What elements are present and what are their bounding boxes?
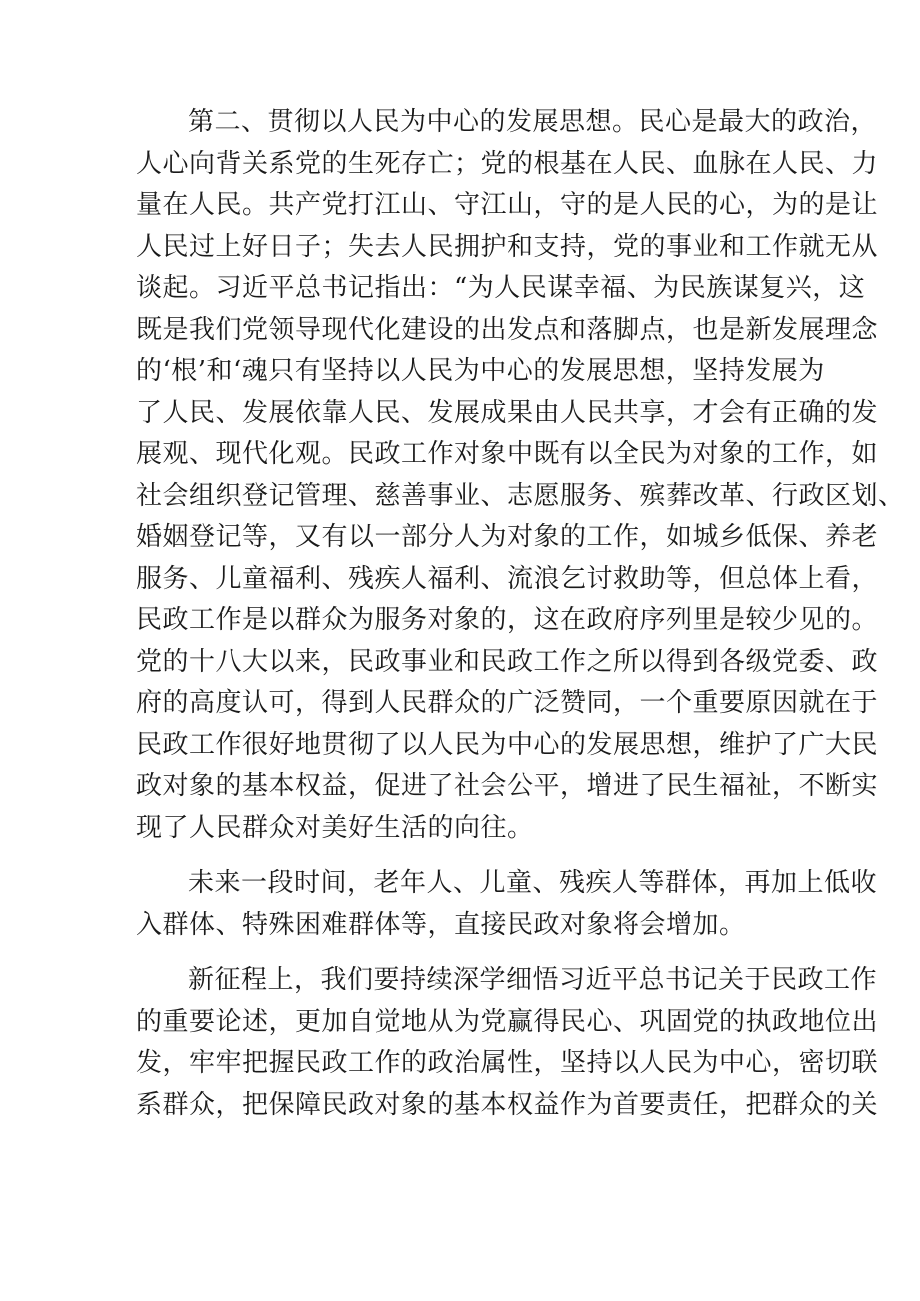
text-line: 第二、贯彻以人民为中心的发展思想。民心是最大的政治， — [188, 107, 878, 137]
document-body — [136, 102, 905, 1126]
text-line: 量在人民。共产党打江山、守江山，守的是人民的心，为的是让 — [136, 190, 879, 220]
text-line: 府的高度认可，得到人民群众的广泛赞同，一个重要原因就在于 — [136, 688, 879, 718]
text-line: 民政工作是以群众为服务对象的，这在政府序列里是较少见的。 — [136, 605, 879, 635]
paragraph-gap — [136, 946, 796, 960]
paragraph — [136, 960, 879, 1126]
text-line: 民政工作很好地贯彻了以人民为中心的发展思想，维护了广大民 — [136, 729, 879, 760]
text-line: 现了人民群众对美好生活的向往。 — [136, 812, 534, 843]
paragraph-gap — [136, 849, 796, 863]
paragraph — [136, 863, 878, 946]
text-line: 未来一段时间，老年人、儿童、残疾人等群体，再加上低收 — [188, 868, 878, 898]
text-line: 的‘根’和‘魂只有坚持以人民为中心的发展思想，坚持发展为 — [136, 356, 825, 386]
text-line: 人心向背关系党的生死存亡；党的根基在人民、血脉在人民、力 — [136, 148, 879, 179]
text-line: 系群众，把保障民政对象的基本权益作为首要责任，把群众的关 — [136, 1089, 879, 1120]
text-line: 谈起。习近平总书记指出：“为人民谋幸福、为民族谋复兴，这 — [136, 273, 866, 303]
text-line: 展观、现代化观。民政工作对象中既有以全民为对象的工作，如 — [136, 439, 879, 469]
text-line: 入群体、特殊困难群体等，直接民政对象将会增加。 — [136, 909, 746, 940]
text-line: 党的十八大以来，民政事业和民政工作之所以得到各级党委、政 — [136, 646, 879, 677]
text-line: 既是我们党领导现代化建设的出发点和落脚点，也是新发展理念 — [136, 314, 879, 345]
text-line: 新征程上，我们要持续深学细悟习近平总书记关于民政工作 — [188, 965, 878, 995]
text-line: 社会组织登记管理、慈善事业、志愿服务、殡葬改革、行政区划、 — [136, 480, 905, 511]
text-line: 服务、儿童福利、残疾人福利、流浪乞讨救助等，但总体上看， — [136, 563, 879, 594]
text-line: 的重要论述，更加自觉地从为党赢得民心、巩固党的执政地位出 — [136, 1006, 879, 1037]
text-line: 了人民、发展依靠人民、发展成果由人民共享，才会有正确的发 — [136, 397, 879, 428]
text-line: 人民过上好日子；失去人民拥护和支持，党的事业和工作就无从 — [136, 231, 879, 262]
text-line: 婚姻登记等，又有以一部分人为对象的工作，如城乡低保、养老 — [136, 522, 879, 552]
text-line: 发，牢牢把握民政工作的政治属性，坚持以人民为中心，密切联 — [136, 1048, 879, 1078]
paragraph — [136, 102, 905, 849]
text-line: 政对象的基本权益，促进了社会公平，增进了民生福祉，不断实 — [136, 771, 879, 801]
